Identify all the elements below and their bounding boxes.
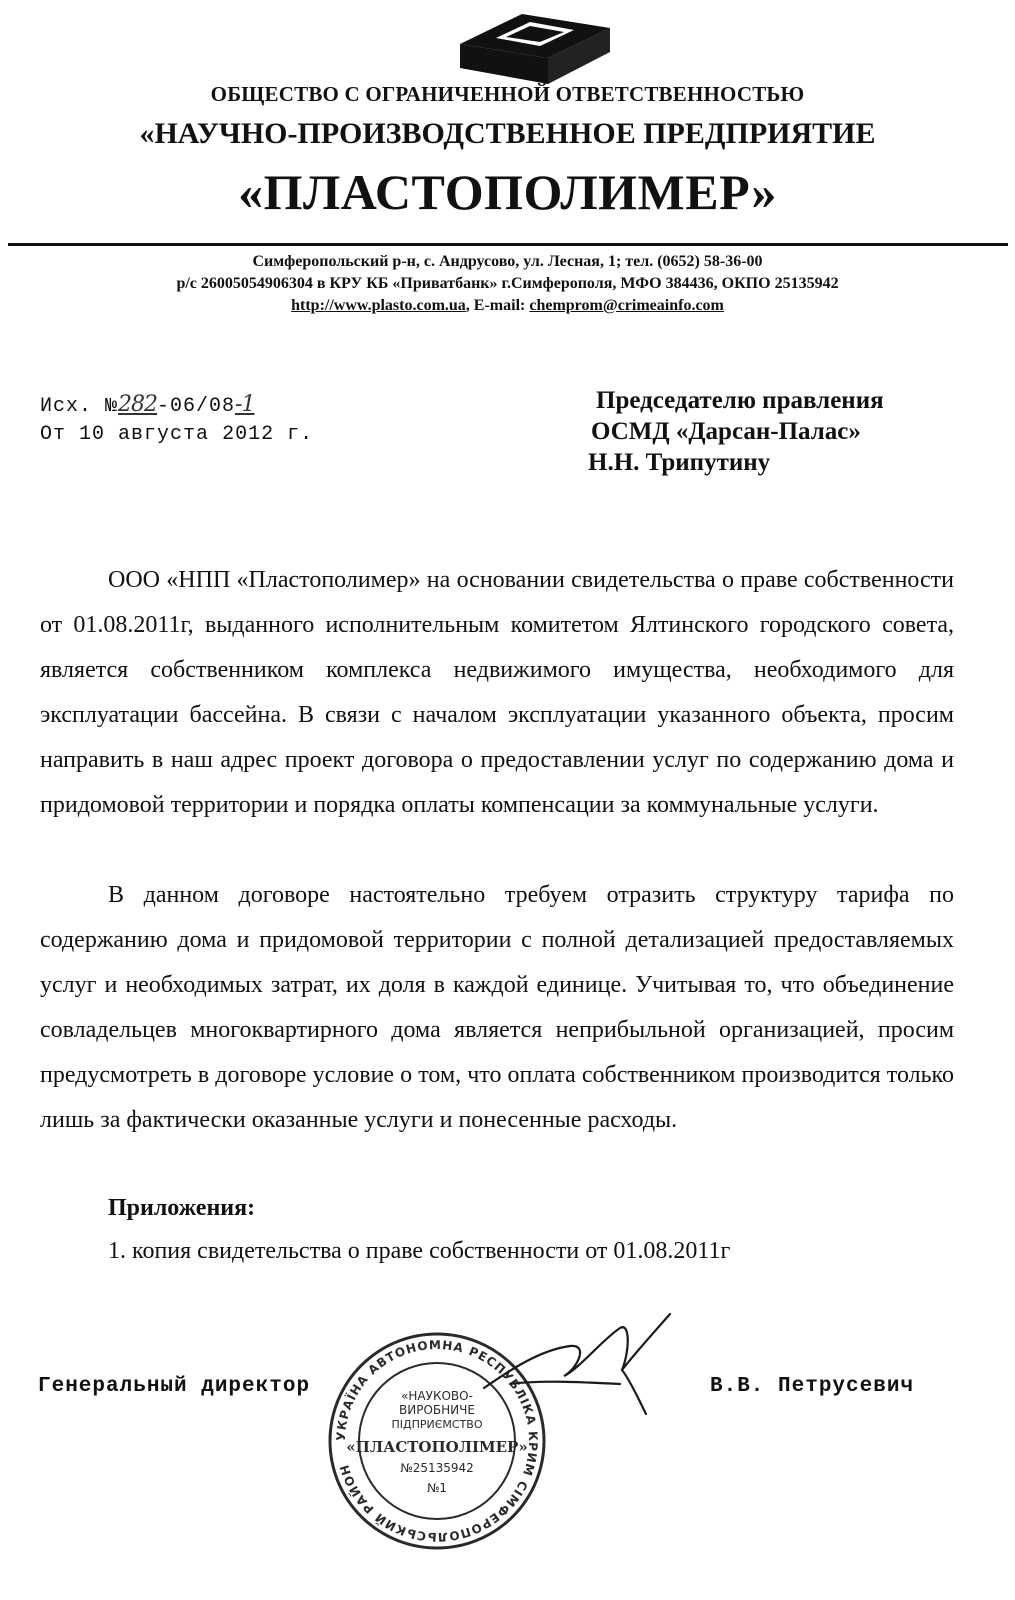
company-type: «НАУЧНО-ПРОИЗВОДСТВЕННОЕ ПРЕДПРИЯТИЕ bbox=[139, 117, 876, 150]
company-logo bbox=[460, 6, 610, 86]
reference-prefix: Исх. № bbox=[40, 395, 119, 418]
body-paragraph-1: ООО «НПП «Пластополимер» на основании свидетельства о праве собственности от 01.08.2011г, выданного исполнительным комитетом Ялтинского городского совета, является собственником комплекса недвижимого имущества, необходимого для эксплуатации бассейна. В связи с началом эксплуатации указанного объекта, просим направить в наш адрес проект договора о предоставлении услуг по содержанию дома и придомовой территории и порядка оплаты компенсации за коммунальные услуги. bbox=[40, 567, 954, 818]
date-day: 10 bbox=[79, 423, 106, 446]
seal-inner-line1: «НАУКОВО- bbox=[401, 1389, 473, 1403]
signatory-title: Генеральный директор bbox=[38, 1375, 311, 1398]
date-prefix: От bbox=[40, 423, 67, 446]
company-bank-details: р/с 26005054906304 в КРУ КБ «Приватбанк» г.Симферополя, МФО 384436, ОКПО 25135942 bbox=[176, 275, 839, 292]
company-web-contacts bbox=[0, 295, 1015, 317]
reference-number-mid: -06/08 bbox=[157, 395, 236, 418]
addressee-position: Председателю правления bbox=[596, 387, 884, 414]
website-link[interactable]: http://www.plasto.com.ua bbox=[291, 297, 466, 314]
company-legal-form: ОБЩЕСТВО С ОГРАНИЧЕННОЙ ОТВЕТСТВЕННОСТЬЮ bbox=[210, 82, 805, 106]
reference-suffix-handwritten: -1 bbox=[235, 392, 255, 417]
addressee-organization: ОСМД «Дарсан-Палас» bbox=[591, 418, 861, 445]
body-paragraph-2: В данном договоре настоятельно требуем отразить структуру тарифа по содержанию дома и придомовой территории с полной детализацией предоставляемых услуг и необходимых затрат, их доля в каждой единице. Учитывая то, что объединение совладельцев многоквартирного дома является неприбыльной организацией, просим предусмотреть в договоре условие о том, что оплата собственником производится только лишь за фактически оказанные услуги и понесенные расходы. bbox=[40, 882, 954, 1133]
email-label: , E-mail: bbox=[465, 297, 530, 314]
seal-number: №1 bbox=[426, 1481, 448, 1495]
company-address: Симферопольский р-н, с. Андрусово, ул. Лесная, 1; тел. (0652) 58-36-00 bbox=[252, 253, 763, 270]
attachments-heading: Приложения: bbox=[108, 1195, 256, 1221]
reference-number-handwritten: 282 bbox=[118, 392, 158, 417]
seal-inner-line3: ПІДПРИЄМСТВО bbox=[391, 1418, 483, 1431]
email-link[interactable]: chemprom@crimeainfo.com bbox=[529, 297, 724, 314]
attachment-item: 1. копия свидетельства о праве собственности от 01.08.2011г bbox=[108, 1238, 731, 1264]
outgoing-reference bbox=[40, 392, 254, 418]
letter-date bbox=[40, 423, 313, 446]
company-name: «ПЛАСТОПОЛИМЕР» bbox=[238, 164, 777, 220]
seal-company-name: «ПЛАСТОПОЛІМЕР» bbox=[346, 1438, 528, 1456]
header-divider bbox=[8, 243, 1008, 246]
seal-inner-line2: ВИРОБНИЧЕ bbox=[399, 1403, 475, 1417]
seal-code: №25135942 bbox=[400, 1461, 474, 1475]
seal-outer-text: УКРАЇНА АВТОНОМНА РЕСПУБЛІКА КРИМ СІМФЕРОПОЛЬСЬКИЙ РАЙОН bbox=[333, 1337, 541, 1545]
signatory-name: В.В. Петрусевич bbox=[710, 1375, 915, 1398]
addressee-name: Н.Н. Трипутину bbox=[588, 449, 771, 476]
date-rest: августа 2012 г. bbox=[105, 423, 314, 446]
handwritten-signature bbox=[480, 1310, 680, 1420]
